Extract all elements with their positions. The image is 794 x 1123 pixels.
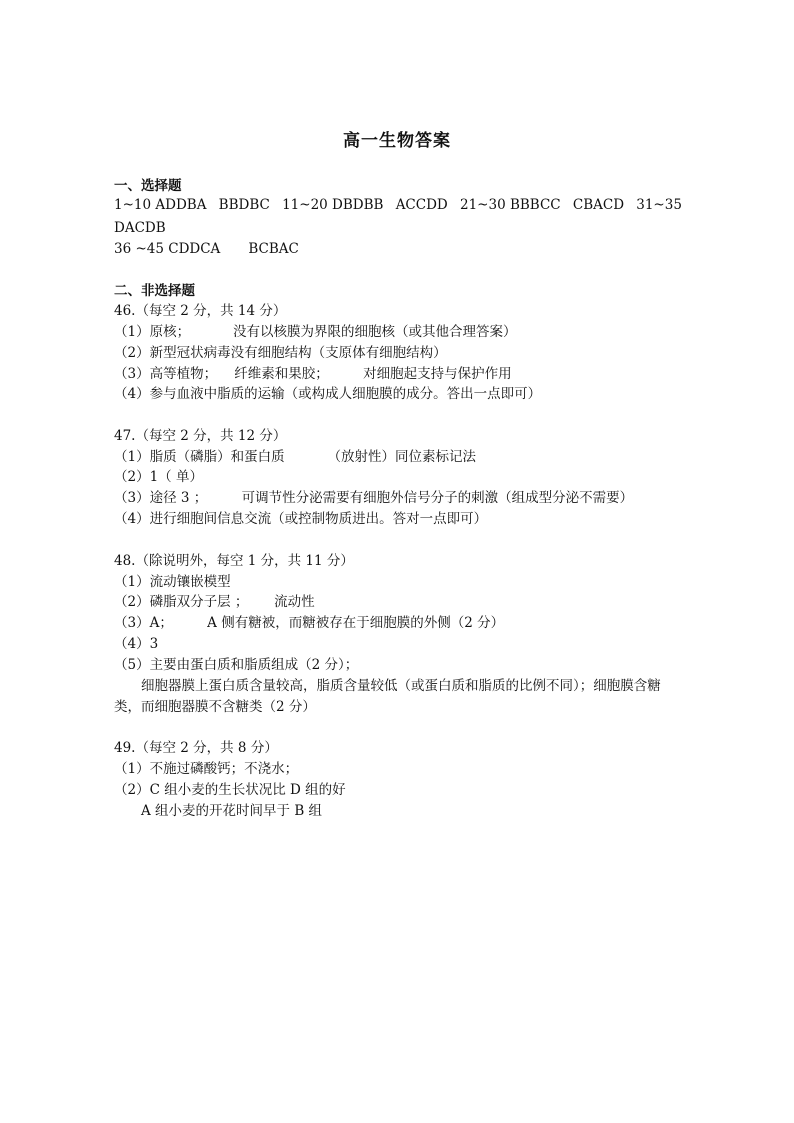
q47-answer-3: （3）途径 3 ； 可调节性分泌需要有细胞外信号分子的刺激（组成型分泌不需要）	[114, 490, 634, 506]
q48-header: 48.（除说明外，每空 1 分，共 11 分）	[114, 553, 354, 569]
q46-answer-4: （4）参与血液中脂质的运输（或构成人细胞膜的成分。答出一点即可）	[114, 386, 542, 402]
q46-answer-2: （2）新型冠状病毒没有细胞结构（支原体有细胞结构）	[114, 345, 447, 361]
mc-answer: BCBAC	[248, 241, 299, 257]
mc-answer: ACCDD	[395, 197, 448, 213]
q46-answer-1: （1）原核； 没有以核膜为界限的细胞核（或其他合理答案）	[114, 324, 517, 340]
q49-header: 49.（每空 2 分，共 8 分）	[114, 740, 278, 756]
mc-row-2: DACDB	[114, 220, 166, 236]
mc-row-1	[114, 197, 682, 213]
q47-answer-2: （2）1（ 单）	[114, 469, 203, 485]
mc-answer: 21~30 BBBCC	[459, 197, 561, 213]
mc-row-3	[114, 239, 299, 259]
q48-answer-3: （3）A； A 侧有糖被，而糖被存在于细胞膜的外侧（2 分）	[114, 615, 505, 631]
q48-answer-5-cont2: 类，而细胞器膜不含糖类（2 分）	[114, 699, 316, 715]
q48-answer-5: （5）主要由蛋白质和脂质组成（2 分）；	[114, 657, 359, 673]
mc-answer: 36 ~45 CDDCA	[114, 241, 221, 257]
section2-heading: 二、非选择题	[114, 283, 195, 299]
q46-answer-3: （3）高等植物； 纤维素和果胶； 对细胞起支持与保护作用	[114, 366, 512, 382]
q48-answer-2: （2）磷脂双分子层 ； 流动性	[114, 594, 315, 610]
q49-answer-1: （1）不施过磷酸钙；不浇水；	[114, 761, 299, 777]
mc-answer: 1~10 ADDBA	[114, 197, 207, 213]
q48-answer-1: （1）流动镶嵌模型	[114, 574, 231, 590]
mc-answer: CBACD	[572, 197, 625, 213]
q48-answer-4: （4）3	[114, 636, 159, 652]
mc-answer: 11~20 DBDBB	[282, 197, 384, 213]
q48-answer-5-cont: 细胞器膜上蛋白质含量较高，脂质含量较低（或蛋白质和脂质的比例不同）；细胞膜含糖	[141, 678, 661, 694]
page-title: 高一生物答案	[343, 131, 451, 151]
q49-answer-2-cont: A 组小麦的开花时间早于 B 组	[141, 803, 323, 819]
q47-header: 47.（每空 2 分，共 12 分）	[114, 428, 287, 444]
q49-answer-2: （2）C 组小麦的生长状况比 D 组的好	[114, 782, 346, 798]
section1-heading: 一、选择题	[114, 178, 182, 194]
mc-answer: 31~35	[636, 197, 682, 213]
mc-answer: BBDBC	[218, 197, 270, 213]
q46-header: 46.（每空 2 分，共 14 分）	[114, 303, 287, 319]
q47-answer-4: （4）进行细胞间信息交流（或控制物质进出。答对一点即可）	[114, 511, 488, 527]
q47-answer-1: （1）脂质（磷脂）和蛋白质 （放射性）同位素标记法	[114, 449, 477, 465]
